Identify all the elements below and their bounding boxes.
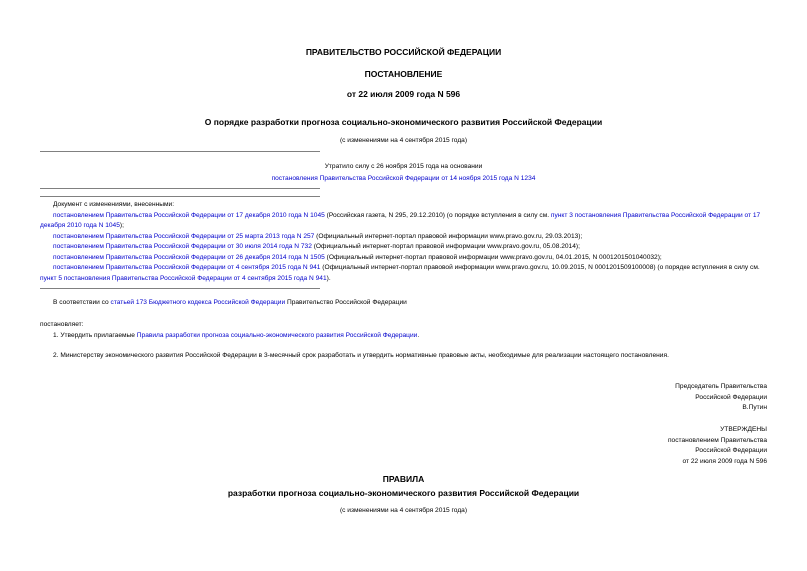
invalidation-text: Утратило силу с 26 ноября 2015 года на основании <box>324 163 483 170</box>
amended-note: (с изменениями на 4 сентября 2015 года) <box>339 137 468 144</box>
signature-position: Председатель Правительства <box>675 383 767 390</box>
rules-title: ПРАВИЛА <box>382 474 425 484</box>
item-text: . <box>417 332 420 339</box>
basis-text: В соответствии со <box>53 299 111 306</box>
amendment-link[interactable]: постановлением Правительства Российской Федерации от 4 сентября 2015 года N 941 <box>53 264 321 271</box>
amendment-link[interactable]: постановлением Правительства Российской Федерации от 17 декабря 2010 года N 1045 <box>53 211 325 219</box>
amendment-text: (Официальный интернет-портал правовой информации www.pravo.gov.ru, 29.03.2013); <box>314 232 583 240</box>
item-1 <box>53 331 773 342</box>
amendment-item <box>40 211 770 232</box>
amendment-item <box>40 263 770 284</box>
document-date-number: от 22 июля 2009 года N 596 <box>346 89 461 99</box>
amendment-text: ). <box>326 274 331 282</box>
approved-line: Российской Федерации <box>695 447 767 455</box>
amendment-text: (Официальный интернет-портал правовой информации www.pravo.gov.ru, 10.09.2015, N 0001201509100008) (о порядке вступления в силу см. <box>320 264 760 271</box>
amendment-item <box>40 232 770 243</box>
signature-block <box>675 382 767 414</box>
item-2: 2. Министерству экономического развития Российской Федерации в 3-месячный срок разработать и утвердить нормативные правовые акты, необходимые для реализации настоящего постановления. <box>53 352 669 359</box>
amendments-block <box>40 200 770 284</box>
invalidation-link[interactable]: постановления Правительства Российской Федерации от 14 ноября 2015 года N 1234 <box>271 175 536 182</box>
amendment-link[interactable]: постановлением Правительства Российской Федерации от 26 декабря 2014 года N 1505 <box>53 253 325 261</box>
amendment-text: (Российская газета, N 295, 29.12.2010) (о порядке вступления в силу см. <box>324 211 551 219</box>
amendment-text: (Официальный интернет-портал правовой информации www.pravo.gov.ru, 04.01.2015, N 0001201501040032); <box>324 253 662 261</box>
government-heading: ПРАВИТЕЛЬСТВО РОССИЙСКОЙ ФЕДЕРАЦИИ <box>305 47 502 57</box>
divider <box>40 188 320 189</box>
approved-line: от 22 июля 2009 года N 596 <box>682 457 767 465</box>
approved-label: УТВЕРЖДЕНЫ <box>720 426 767 433</box>
amendment-link[interactable]: постановлением Правительства Российской Федерации от 25 марта 2013 года N 257 <box>53 232 315 240</box>
divider <box>40 151 320 152</box>
basis-text: Правительство Российской Федерации <box>285 299 407 306</box>
approved-block <box>668 425 767 467</box>
document-type: ПОСТАНОВЛЕНИЕ <box>364 69 443 79</box>
amendment-link[interactable]: пункт 5 постановления Правительства Российской Федерации от 4 сентября 2015 года N 941 <box>40 274 327 282</box>
document-title: О порядке разработки прогноза социально-экономического развития Российской Федерации <box>204 117 603 127</box>
budget-code-link[interactable]: статьей 173 Бюджетного кодекса Российской Федерации <box>110 299 286 306</box>
item-text: 1. Утвердить прилагаемые <box>53 332 137 339</box>
rules-amended-note: (с изменениями на 4 сентября 2015 года) <box>339 507 468 514</box>
amendment-text: (Официальный интернет-портал правовой информации www.pravo.gov.ru, 05.08.2014); <box>311 243 580 250</box>
rules-subtitle: разработки прогноза социально-экономического развития Российской Федерации <box>227 488 580 498</box>
basis-paragraph <box>53 298 773 309</box>
rules-link[interactable]: Правила разработки прогноза социально-экономического развития Российской Федерации <box>136 332 418 339</box>
amendments-intro: Документ с изменениями, внесенными: <box>53 201 175 208</box>
amendment-link[interactable]: постановлением Правительства Российской Федерации от 30 июля 2014 года N 732 <box>53 243 312 250</box>
amendment-item <box>40 242 770 253</box>
decree-word: постановляет: <box>40 321 84 328</box>
amendment-link[interactable]: пункт 3 постановления Правительства Российской Федерации от 17 декабря 2010 года N 1045 <box>40 211 761 229</box>
divider <box>40 196 320 197</box>
amendment-item <box>40 253 770 264</box>
approved-line: постановлением Правительства <box>667 436 767 444</box>
signature-org: Российской Федерации <box>695 393 767 401</box>
divider <box>40 288 320 289</box>
signature-name: В.Путин <box>742 404 767 412</box>
amendment-text: ); <box>119 222 124 229</box>
